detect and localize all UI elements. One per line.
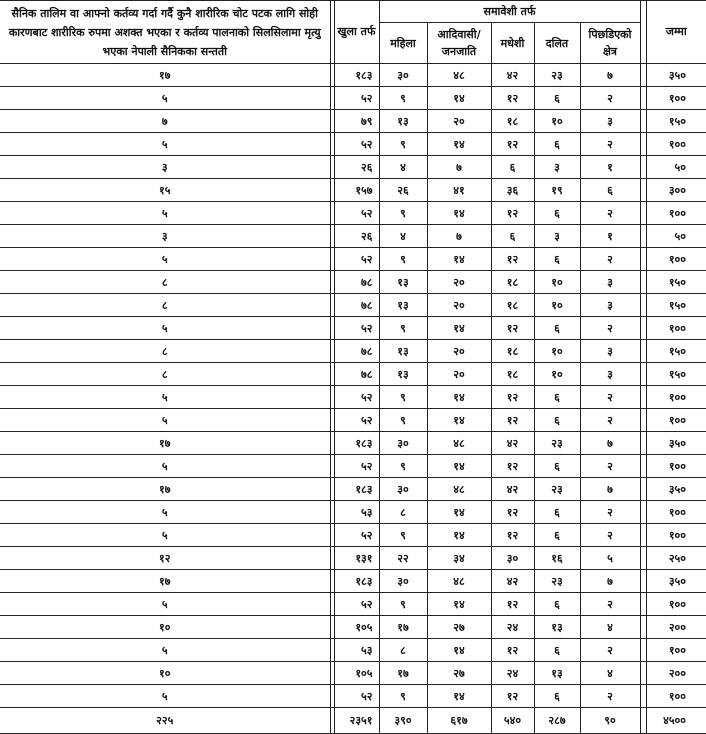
cell-madhesi: १८ — [491, 363, 534, 386]
cell-women: ३० — [379, 570, 427, 593]
cell-madhesi: १८ — [491, 271, 534, 294]
cell-quota: ५ — [0, 593, 330, 616]
cell-quota: ५ — [0, 386, 330, 409]
cell-madhesi: ४२ — [491, 570, 534, 593]
cell-backward: ९० — [580, 708, 640, 734]
cell-total: १०० — [646, 248, 706, 271]
cell-women: २६ — [379, 179, 427, 202]
cell-total: १५० — [646, 271, 706, 294]
cell-total: १०० — [646, 409, 706, 432]
cell-total: १०० — [646, 133, 706, 156]
cell-madhesi: ३६ — [491, 179, 534, 202]
cell-open: २३५१ — [334, 708, 379, 734]
cell-adivasi: ४८ — [427, 64, 491, 87]
cell-adivasi: १४ — [427, 593, 491, 616]
cell-women: ९ — [379, 455, 427, 478]
cell-adivasi: ३४ — [427, 547, 491, 570]
cell-backward: ६ — [580, 179, 640, 202]
cell-adivasi: २० — [427, 110, 491, 133]
cell-quota: १७ — [0, 570, 330, 593]
cell-backward: ४ — [580, 662, 640, 685]
cell-total: ४५०० — [646, 708, 706, 734]
cell-women: ८ — [379, 501, 427, 524]
cell-adivasi: १४ — [427, 202, 491, 225]
table-row — [0, 225, 706, 248]
cell-women: १३ — [379, 363, 427, 386]
cell-adivasi: १४ — [427, 409, 491, 432]
cell-adivasi: ४८ — [427, 432, 491, 455]
header-inclusive: समावेशी तर्फ — [379, 1, 640, 23]
cell-total: १०० — [646, 87, 706, 110]
table-row — [0, 409, 706, 432]
cell-quota: १२ — [0, 547, 330, 570]
cell-dalit: ६ — [534, 593, 580, 616]
table-row — [0, 455, 706, 478]
cell-women: ४ — [379, 156, 427, 179]
cell-adivasi: १४ — [427, 685, 491, 708]
cell-women: २२ — [379, 547, 427, 570]
cell-quota: ८ — [0, 294, 330, 317]
cell-quota: १७ — [0, 64, 330, 87]
cell-open: १८३ — [334, 478, 379, 501]
cell-dalit: १६ — [534, 547, 580, 570]
cell-adivasi: २० — [427, 294, 491, 317]
cell-open: १८३ — [334, 570, 379, 593]
cell-backward: ५ — [580, 547, 640, 570]
header-women: महिला — [379, 23, 427, 64]
cell-women: ९ — [379, 409, 427, 432]
cell-adivasi: २७ — [427, 616, 491, 639]
cell-backward: २ — [580, 524, 640, 547]
cell-backward: २ — [580, 202, 640, 225]
cell-open: ५२ — [334, 685, 379, 708]
cell-quota: ८ — [0, 363, 330, 386]
cell-backward: ४ — [580, 616, 640, 639]
cell-dalit: ६ — [534, 501, 580, 524]
cell-total: १५० — [646, 363, 706, 386]
cell-madhesi: १२ — [491, 87, 534, 110]
cell-madhesi: १२ — [491, 409, 534, 432]
cell-backward: २ — [580, 685, 640, 708]
cell-total: ५० — [646, 156, 706, 179]
cell-open: ५२ — [334, 133, 379, 156]
table-row — [0, 294, 706, 317]
table-row — [0, 478, 706, 501]
cell-open: ५२ — [334, 455, 379, 478]
cell-total: ३५० — [646, 570, 706, 593]
cell-adivasi: १४ — [427, 524, 491, 547]
table-row — [0, 363, 706, 386]
cell-backward: २ — [580, 409, 640, 432]
cell-women: ३९० — [379, 708, 427, 734]
cell-quota: ३ — [0, 225, 330, 248]
table-row — [0, 616, 706, 639]
cell-total: १०० — [646, 685, 706, 708]
table-row — [0, 64, 706, 87]
cell-dalit: २३ — [534, 432, 580, 455]
cell-open: ५२ — [334, 386, 379, 409]
header-madhesi: मधेशी — [491, 23, 534, 64]
cell-quota: ३ — [0, 156, 330, 179]
cell-backward: १ — [580, 156, 640, 179]
cell-women: ४ — [379, 225, 427, 248]
total-row — [0, 708, 706, 734]
cell-madhesi: १८ — [491, 294, 534, 317]
cell-dalit: ६ — [534, 133, 580, 156]
table-row — [0, 202, 706, 225]
cell-backward: ७ — [580, 64, 640, 87]
table-row — [0, 110, 706, 133]
cell-backward: ३ — [580, 271, 640, 294]
cell-women: ९ — [379, 386, 427, 409]
cell-adivasi: १४ — [427, 87, 491, 110]
table-body — [0, 64, 706, 734]
table-row — [0, 501, 706, 524]
cell-quota: १७ — [0, 432, 330, 455]
cell-open: ५३ — [334, 639, 379, 662]
cell-backward: २ — [580, 133, 640, 156]
cell-dalit: १३ — [534, 616, 580, 639]
header-backward: पिछडिएको क्षेत्र — [580, 23, 640, 64]
cell-total: ३५० — [646, 478, 706, 501]
cell-open: ७८ — [334, 340, 379, 363]
cell-madhesi: ६ — [491, 156, 534, 179]
cell-quota: ५ — [0, 133, 330, 156]
cell-quota: २२५ — [0, 708, 330, 734]
cell-madhesi: १८ — [491, 110, 534, 133]
cell-open: ५२ — [334, 593, 379, 616]
cell-women: १३ — [379, 271, 427, 294]
cell-open: ७९ — [334, 110, 379, 133]
cell-open: १०५ — [334, 662, 379, 685]
cell-quota: ७ — [0, 110, 330, 133]
cell-women: ९ — [379, 248, 427, 271]
cell-backward: २ — [580, 87, 640, 110]
cell-women: ९ — [379, 133, 427, 156]
cell-adivasi: ४१ — [427, 179, 491, 202]
cell-madhesi: १२ — [491, 455, 534, 478]
cell-madhesi: ३० — [491, 547, 534, 570]
cell-dalit: २३ — [534, 570, 580, 593]
cell-madhesi: ४२ — [491, 478, 534, 501]
cell-adivasi: ४८ — [427, 570, 491, 593]
cell-madhesi: ४२ — [491, 64, 534, 87]
cell-total: १५० — [646, 110, 706, 133]
cell-total: २०० — [646, 616, 706, 639]
cell-dalit: ६ — [534, 639, 580, 662]
cell-madhesi: १२ — [491, 202, 534, 225]
cell-quota: ५ — [0, 317, 330, 340]
cell-dalit: ६ — [534, 409, 580, 432]
cell-adivasi: १४ — [427, 248, 491, 271]
cell-dalit: ६ — [534, 455, 580, 478]
cell-madhesi: २४ — [491, 616, 534, 639]
cell-women: १३ — [379, 294, 427, 317]
cell-madhesi: १२ — [491, 248, 534, 271]
table-row — [0, 432, 706, 455]
cell-open: २६ — [334, 156, 379, 179]
cell-quota: ५ — [0, 455, 330, 478]
cell-dalit: ६ — [534, 685, 580, 708]
cell-open: ५२ — [334, 524, 379, 547]
cell-dalit: १० — [534, 110, 580, 133]
cell-dalit: ६ — [534, 317, 580, 340]
cell-dalit: २८७ — [534, 708, 580, 734]
cell-adivasi: २० — [427, 340, 491, 363]
cell-total: १०० — [646, 639, 706, 662]
cell-women: ९ — [379, 87, 427, 110]
cell-madhesi: ४२ — [491, 432, 534, 455]
table-row — [0, 386, 706, 409]
table-row — [0, 524, 706, 547]
cell-madhesi: ५४० — [491, 708, 534, 734]
cell-backward: २ — [580, 248, 640, 271]
cell-madhesi: १२ — [491, 501, 534, 524]
cell-women: ३० — [379, 478, 427, 501]
cell-backward: २ — [580, 593, 640, 616]
cell-adivasi: १४ — [427, 639, 491, 662]
table-row — [0, 179, 706, 202]
cell-adivasi: ७ — [427, 225, 491, 248]
cell-women: ८ — [379, 639, 427, 662]
cell-dalit: १० — [534, 363, 580, 386]
cell-total: २०० — [646, 662, 706, 685]
cell-women: ९ — [379, 685, 427, 708]
cell-quota: ५ — [0, 524, 330, 547]
cell-open: ५२ — [334, 87, 379, 110]
cell-dalit: ३ — [534, 225, 580, 248]
cell-total: १५० — [646, 294, 706, 317]
cell-total: १०० — [646, 593, 706, 616]
cell-madhesi: १२ — [491, 317, 534, 340]
cell-women: १३ — [379, 340, 427, 363]
table-row — [0, 87, 706, 110]
cell-dalit: ६ — [534, 87, 580, 110]
cell-adivasi: २७ — [427, 662, 491, 685]
cell-open: २६ — [334, 225, 379, 248]
cell-open: ५३ — [334, 501, 379, 524]
table-row — [0, 639, 706, 662]
table-row — [0, 133, 706, 156]
cell-dalit: २३ — [534, 64, 580, 87]
cell-open: १८३ — [334, 64, 379, 87]
cell-total: १०० — [646, 501, 706, 524]
cell-total: ३५० — [646, 64, 706, 87]
cell-total: १०० — [646, 317, 706, 340]
cell-open: ५२ — [334, 202, 379, 225]
cell-dalit: ६ — [534, 524, 580, 547]
table-row — [0, 547, 706, 570]
cell-backward: ३ — [580, 110, 640, 133]
cell-madhesi: १२ — [491, 639, 534, 662]
cell-women: ९ — [379, 317, 427, 340]
cell-quota: ५ — [0, 409, 330, 432]
cell-backward: ७ — [580, 570, 640, 593]
cell-open: ७८ — [334, 271, 379, 294]
cell-backward: २ — [580, 639, 640, 662]
cell-madhesi: ६ — [491, 225, 534, 248]
cell-quota: ८ — [0, 340, 330, 363]
cell-quota: १० — [0, 616, 330, 639]
cell-women: ९ — [379, 524, 427, 547]
cell-dalit: १९ — [534, 179, 580, 202]
cell-women: ९ — [379, 593, 427, 616]
cell-quota: १० — [0, 662, 330, 685]
cell-backward: ७ — [580, 478, 640, 501]
cell-women: ९ — [379, 202, 427, 225]
cell-open: १५७ — [334, 179, 379, 202]
cell-quota: १५ — [0, 179, 330, 202]
cell-open: १३१ — [334, 547, 379, 570]
cell-total: १०० — [646, 455, 706, 478]
cell-adivasi: १४ — [427, 317, 491, 340]
cell-total: ५० — [646, 225, 706, 248]
cell-madhesi: १२ — [491, 685, 534, 708]
cell-backward: ३ — [580, 294, 640, 317]
cell-adivasi: ४८ — [427, 478, 491, 501]
cell-backward: २ — [580, 455, 640, 478]
cell-backward: २ — [580, 501, 640, 524]
cell-women: १३ — [379, 110, 427, 133]
cell-open: ५२ — [334, 317, 379, 340]
cell-madhesi: २४ — [491, 662, 534, 685]
table-row — [0, 156, 706, 179]
cell-women: १७ — [379, 616, 427, 639]
cell-total: १०० — [646, 202, 706, 225]
cell-backward: ३ — [580, 340, 640, 363]
cell-open: ७८ — [334, 294, 379, 317]
cell-adivasi: १४ — [427, 501, 491, 524]
cell-madhesi: १२ — [491, 133, 534, 156]
cell-total: ३०० — [646, 179, 706, 202]
cell-adivasi: ६१७ — [427, 708, 491, 734]
cell-quota: ५ — [0, 639, 330, 662]
cell-backward: १ — [580, 225, 640, 248]
cell-backward: ३ — [580, 363, 640, 386]
table-row — [0, 685, 706, 708]
cell-dalit: १० — [534, 340, 580, 363]
cell-backward: २ — [580, 386, 640, 409]
cell-madhesi: १२ — [491, 593, 534, 616]
table-row — [0, 570, 706, 593]
cell-dalit: ६ — [534, 202, 580, 225]
cell-women: १७ — [379, 662, 427, 685]
header-description: सैनिक तालिम वा आफ्नो कर्तव्य गर्दा गर्दै कुनै शारीरिक चोट पटक लागि सोही कारणबाट शारीरिक रुपमा अशक्त भएका र कर्तव्य पालनाको सिलसिलामा मृत्यु भएका नेपाली सैनिकका सन्तती — [0, 1, 330, 64]
cell-dalit: १० — [534, 294, 580, 317]
header-dalit: दलित — [534, 23, 580, 64]
cell-open: ५२ — [334, 409, 379, 432]
cell-adivasi: १४ — [427, 133, 491, 156]
header-open: खुला तर्फ — [334, 1, 379, 64]
cell-total: ३५० — [646, 432, 706, 455]
header-total: जम्मा — [646, 1, 706, 64]
cell-adivasi: २० — [427, 271, 491, 294]
cell-open: १८३ — [334, 432, 379, 455]
table-row — [0, 271, 706, 294]
table-row — [0, 340, 706, 363]
cell-dalit: १३ — [534, 662, 580, 685]
cell-total: १५० — [646, 340, 706, 363]
cell-dalit: ६ — [534, 386, 580, 409]
cell-dalit: १० — [534, 271, 580, 294]
cell-adivasi: १४ — [427, 386, 491, 409]
cell-madhesi: १२ — [491, 386, 534, 409]
cell-backward: २ — [580, 317, 640, 340]
cell-dalit: २३ — [534, 478, 580, 501]
cell-women: ३० — [379, 64, 427, 87]
cell-quota: ५ — [0, 87, 330, 110]
table-row — [0, 593, 706, 616]
cell-adivasi: ७ — [427, 156, 491, 179]
cell-quota: ५ — [0, 202, 330, 225]
cell-quota: १७ — [0, 478, 330, 501]
cell-dalit: ३ — [534, 156, 580, 179]
table-row — [0, 317, 706, 340]
cell-backward: ७ — [580, 432, 640, 455]
cell-total: १०० — [646, 386, 706, 409]
cell-quota: ५ — [0, 501, 330, 524]
cell-open: ५२ — [334, 248, 379, 271]
cell-madhesi: १८ — [491, 340, 534, 363]
cell-open: ७८ — [334, 363, 379, 386]
table-row — [0, 248, 706, 271]
cell-madhesi: १२ — [491, 524, 534, 547]
cell-quota: ५ — [0, 248, 330, 271]
table-row — [0, 662, 706, 685]
cell-dalit: ६ — [534, 248, 580, 271]
cell-women: ३० — [379, 432, 427, 455]
cell-total: १०० — [646, 524, 706, 547]
cell-quota: ८ — [0, 271, 330, 294]
cell-total: २५० — [646, 547, 706, 570]
cell-open: १०५ — [334, 616, 379, 639]
header-adivasi: आदिवासी/ जनजाति — [427, 23, 491, 64]
cell-adivasi: १४ — [427, 455, 491, 478]
cell-quota: ५ — [0, 685, 330, 708]
cell-adivasi: २० — [427, 363, 491, 386]
